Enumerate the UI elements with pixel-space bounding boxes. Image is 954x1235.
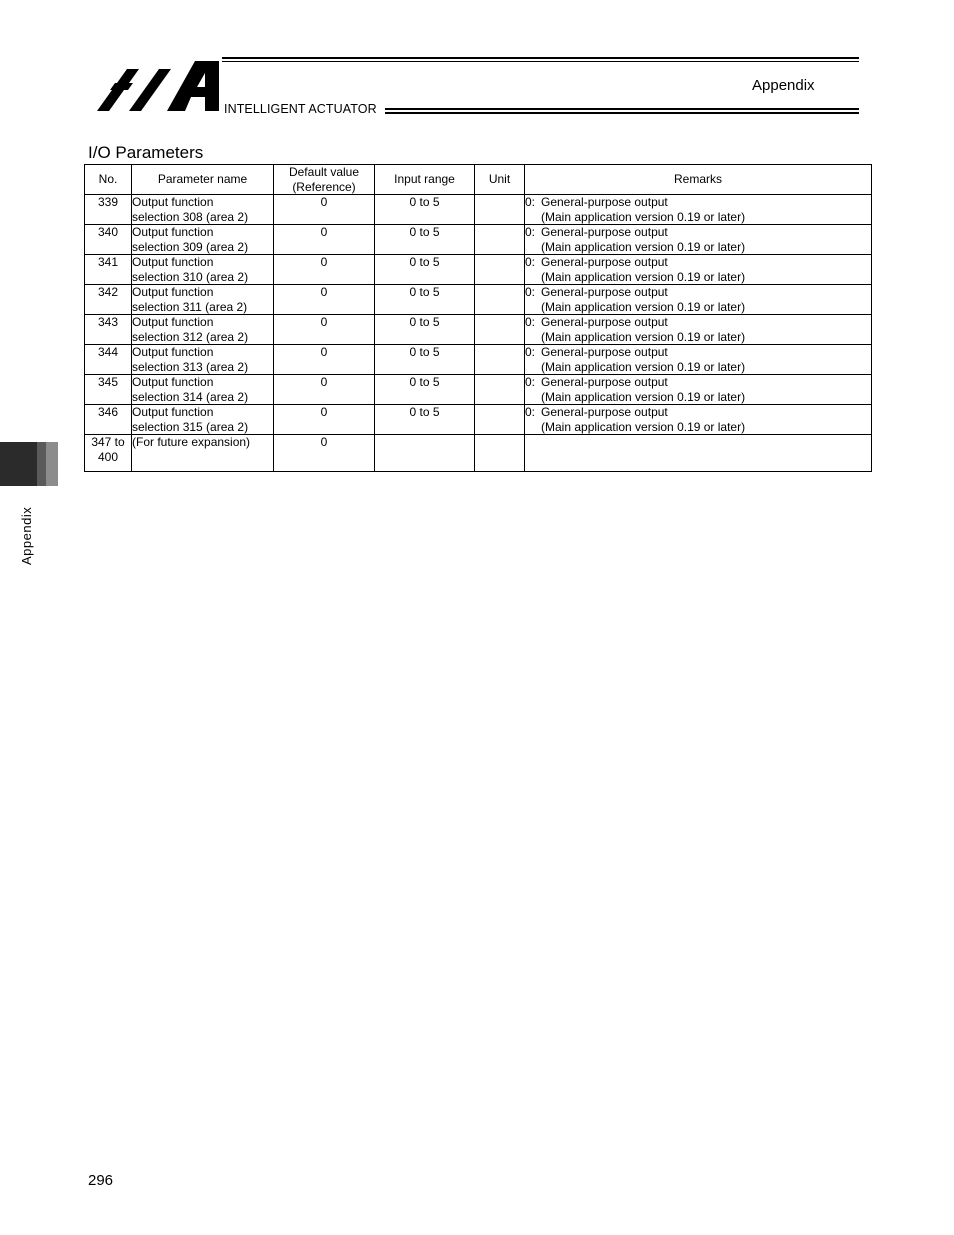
table-row [85, 225, 872, 255]
col-header-no: No. [85, 165, 132, 195]
cell-parameter-name [132, 315, 274, 345]
cell-no: 339 [85, 195, 132, 225]
name-line2: selection 313 (area 2) [132, 359, 249, 374]
name-line2: selection 308 (area 2) [132, 209, 249, 224]
cell-remarks [525, 255, 872, 285]
cell-default: 0 [274, 345, 375, 375]
table-row [85, 285, 872, 315]
cell-no: 345 [85, 375, 132, 405]
cell-remarks [525, 285, 872, 315]
col-header-remarks: Remarks [525, 165, 872, 195]
page-number: 296 [88, 1172, 114, 1189]
remark-number: 0: [525, 195, 536, 209]
cell-range: 0 to 5 [375, 255, 475, 285]
cell-no: 346 [85, 405, 132, 435]
name-line1: Output function [132, 405, 214, 419]
remark-line1: General-purpose output [541, 405, 668, 419]
cell-parameter-name [132, 405, 274, 435]
no-line1: 347 to [91, 435, 125, 449]
cell-unit [475, 315, 525, 345]
table-row [85, 195, 872, 225]
no-line2: 400 [97, 449, 119, 464]
col-header-unit: Unit [475, 165, 525, 195]
cell-range: 0 to 5 [375, 345, 475, 375]
name-line1: Output function [132, 195, 214, 209]
cell-unit [475, 285, 525, 315]
cell-parameter-name [132, 345, 274, 375]
cell-parameter-name [132, 255, 274, 285]
section-title: I/O Parameters [88, 143, 204, 162]
cell-remarks [525, 195, 872, 225]
cell-parameter-name [132, 285, 274, 315]
remark-line2: (Main application version 0.19 or later) [541, 389, 746, 404]
table-row [85, 345, 872, 375]
cell-unit [475, 405, 525, 435]
side-tab-dark-block [0, 442, 37, 486]
remark-line1: General-purpose output [541, 315, 668, 329]
cell-no: 344 [85, 345, 132, 375]
cell-remarks [525, 375, 872, 405]
remark-line1: General-purpose output [541, 195, 668, 209]
cell-default: 0 [274, 285, 375, 315]
remark-number: 0: [525, 375, 536, 389]
cell-parameter-name [132, 225, 274, 255]
name-line2: selection 314 (area 2) [132, 389, 249, 404]
side-tab-label: Appendix [19, 506, 34, 565]
name-line1: Output function [132, 375, 214, 389]
col-header-default-line2: (Reference) [292, 179, 356, 194]
cell-no: 343 [85, 315, 132, 345]
cell-range: 0 to 5 [375, 315, 475, 345]
table-row [85, 375, 872, 405]
header-rule-bottom [385, 108, 859, 114]
cell-default: 0 [274, 375, 375, 405]
remark-line1: General-purpose output [541, 345, 668, 359]
running-header: Appendix [752, 77, 815, 94]
cell-unit [475, 195, 525, 225]
remark-line2: (Main application version 0.19 or later) [541, 419, 746, 434]
table-row-reserved [85, 435, 872, 472]
remark-number: 0: [525, 285, 536, 299]
name-line2: selection 310 (area 2) [132, 269, 249, 284]
cell-default: 0 [274, 315, 375, 345]
io-parameters-table [84, 164, 872, 472]
col-header-default-line1: Default value [288, 165, 360, 179]
cell-range: 0 to 5 [375, 195, 475, 225]
remark-line2: (Main application version 0.19 or later) [541, 329, 746, 344]
cell-range: 0 to 5 [375, 375, 475, 405]
cell-parameter-name [132, 375, 274, 405]
remark-number: 0: [525, 405, 536, 419]
cell-default: 0 [274, 405, 375, 435]
name-line1: Output function [132, 315, 214, 329]
cell-no [85, 435, 132, 472]
name-line1: Output function [132, 345, 214, 359]
remark-line1: General-purpose output [541, 255, 668, 269]
cell-default: 0 [274, 225, 375, 255]
remark-line1: General-purpose output [541, 375, 668, 389]
remark-number: 0: [525, 225, 536, 239]
remark-line2: (Main application version 0.19 or later) [541, 269, 746, 284]
cell-unit [475, 225, 525, 255]
remark-number: 0: [525, 315, 536, 329]
cell-remarks [525, 405, 872, 435]
cell-range: 0 to 5 [375, 285, 475, 315]
side-tab-light-block [46, 442, 58, 486]
cell-default: 0 [274, 435, 375, 472]
cell-parameter-name [132, 195, 274, 225]
side-tab-mid-block [37, 442, 46, 486]
remark-line2: (Main application version 0.19 or later) [541, 359, 746, 374]
table-row [85, 405, 872, 435]
cell-default: 0 [274, 195, 375, 225]
iai-logo [97, 57, 219, 111]
name-line1: Output function [132, 285, 214, 299]
col-header-parameter-name: Parameter name [132, 165, 274, 195]
cell-no: 340 [85, 225, 132, 255]
table-header-row [85, 165, 872, 195]
name-line2: selection 309 (area 2) [132, 239, 249, 254]
cell-range [375, 435, 475, 472]
cell-remarks [525, 315, 872, 345]
name-line2: selection 315 (area 2) [132, 419, 249, 434]
cell-unit [475, 375, 525, 405]
table-row [85, 315, 872, 345]
remark-number: 0: [525, 255, 536, 269]
remark-line2: (Main application version 0.19 or later) [541, 239, 746, 254]
cell-parameter-name: (For future expansion) [132, 435, 274, 472]
cell-no: 342 [85, 285, 132, 315]
cell-range: 0 to 5 [375, 225, 475, 255]
cell-remarks [525, 435, 872, 472]
cell-remarks [525, 345, 872, 375]
cell-unit [475, 345, 525, 375]
remark-line1: General-purpose output [541, 225, 668, 239]
name-line1: Output function [132, 225, 214, 239]
cell-no: 341 [85, 255, 132, 285]
name-line2: selection 312 (area 2) [132, 329, 249, 344]
cell-range: 0 to 5 [375, 405, 475, 435]
table-row [85, 255, 872, 285]
cell-unit [475, 435, 525, 472]
name-line1: Output function [132, 255, 214, 269]
col-header-input-range: Input range [375, 165, 475, 195]
col-header-default-value [274, 165, 375, 195]
cell-default: 0 [274, 255, 375, 285]
remark-line1: General-purpose output [541, 285, 668, 299]
cell-remarks [525, 225, 872, 255]
name-line2: selection 311 (area 2) [132, 299, 248, 314]
brand-name: INTELLIGENT ACTUATOR [224, 102, 377, 116]
remark-number: 0: [525, 345, 536, 359]
header-rule-top [222, 57, 859, 62]
remark-line2: (Main application version 0.19 or later) [541, 299, 746, 314]
remark-line2: (Main application version 0.19 or later) [541, 209, 746, 224]
cell-unit [475, 255, 525, 285]
